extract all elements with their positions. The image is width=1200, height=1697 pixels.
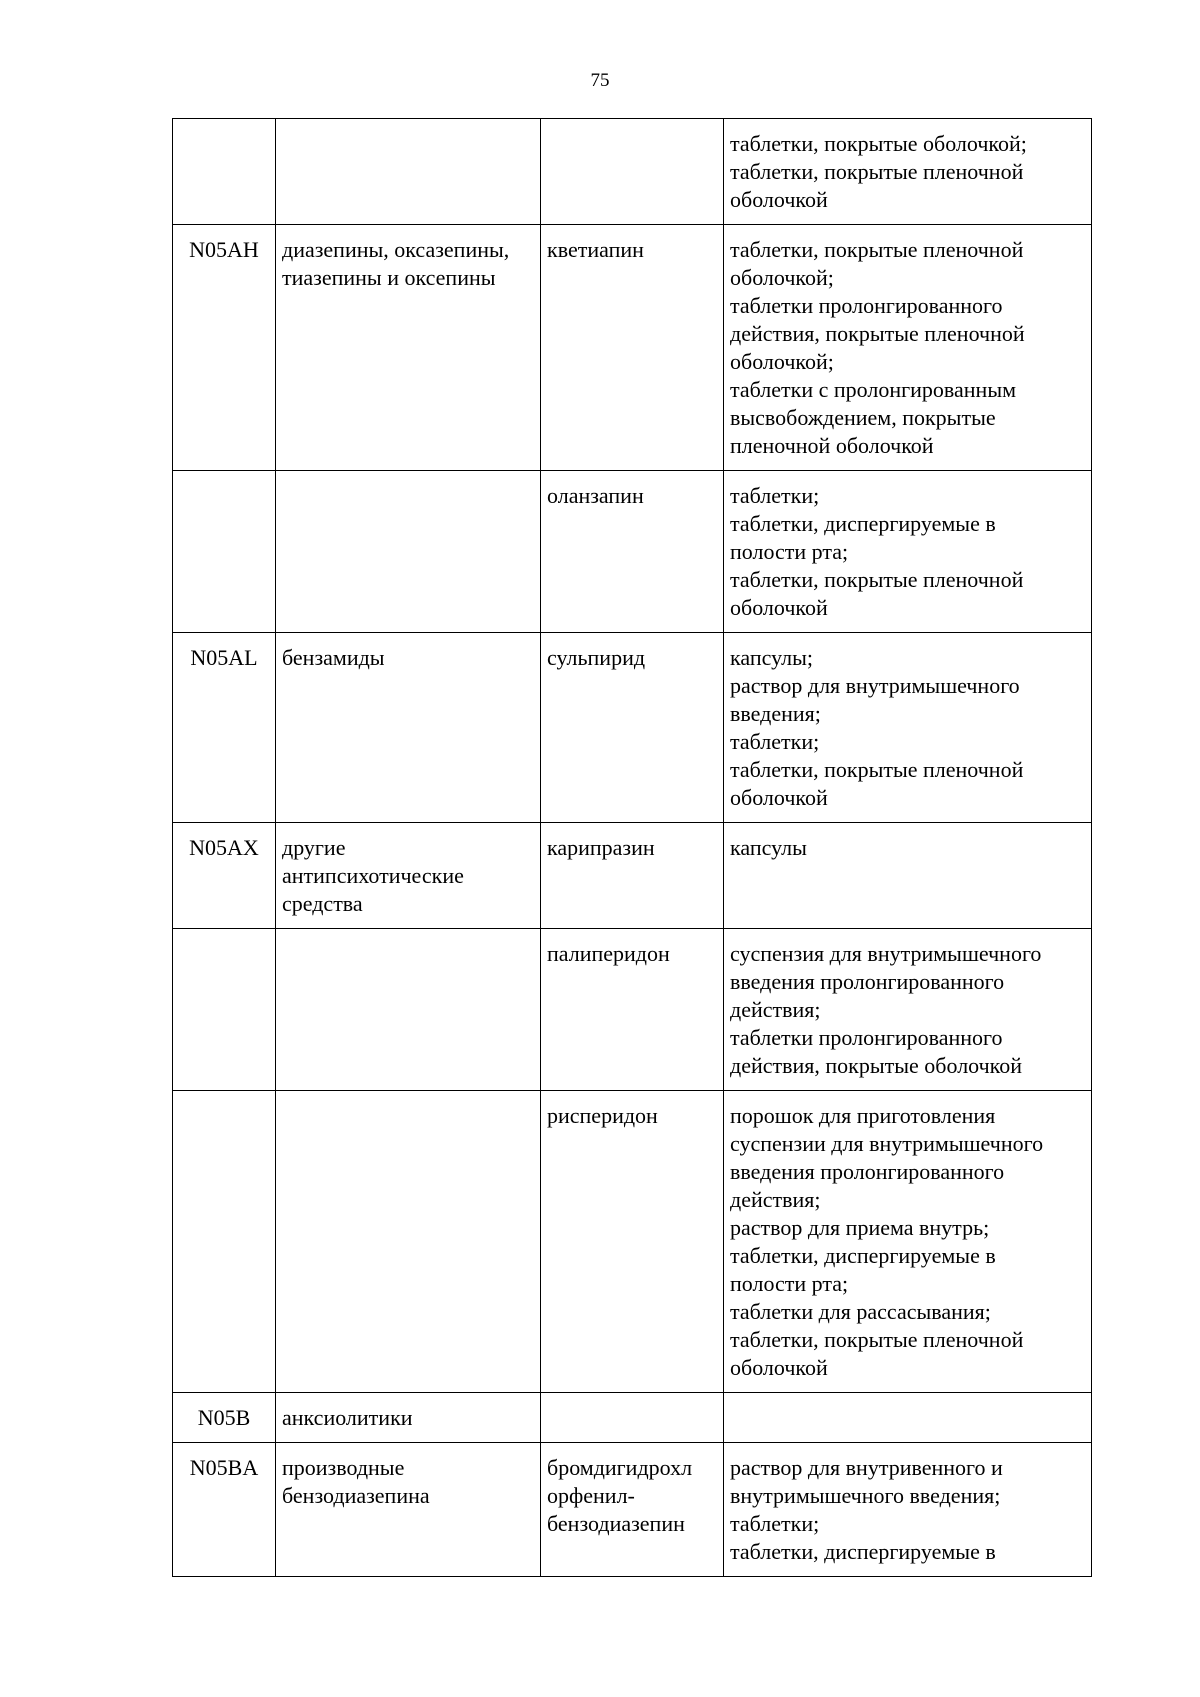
atc-code-cell [173,225,276,471]
dosage-form-line: полости рта; [730,1271,849,1296]
drug-name-line: кветиапин [547,237,644,262]
group-cell [276,225,541,471]
dosage-form-line: таблетки, покрытые пленочной [730,1327,1024,1352]
drug-cell [541,633,724,823]
dosage-form-line: таблетки, покрытые пленочной [730,757,1024,782]
atc-code-cell [173,471,276,633]
dosage-form-line: таблетки, покрытые оболочкой; [730,131,1027,156]
group-name-line: производные [282,1455,405,1480]
dosage-form-line: действия, покрытые пленочной [730,321,1025,346]
drug-cell [541,119,724,225]
drug-name-line: палиперидон [547,941,670,966]
dosage-form-line: полости рта; [730,539,849,564]
dosage-form-line: таблетки, диспергируемые в [730,1243,996,1268]
atc-code-cell [173,929,276,1091]
drug-name-line: орфенил- [547,1483,635,1508]
forms-cell [724,1443,1092,1577]
atc-code: N05AH [189,237,259,262]
group-name-line: диазепины, оксазепины, [282,237,510,262]
dosage-form-line: раствор для внутримышечного [730,673,1020,698]
dosage-form-line: таблетки пролонгированного [730,293,1003,318]
forms-cell [724,823,1092,929]
group-name-line: бензамиды [282,645,385,670]
drug-name-line: бромдигидрохл [547,1455,693,1480]
dosage-form-line: оболочкой [730,595,828,620]
forms-cell [724,1091,1092,1393]
dosage-form-line: раствор для приема внутрь; [730,1215,990,1240]
dosage-form-line: капсулы [730,835,807,860]
dosage-form-line: действия, покрытые оболочкой [730,1053,1023,1078]
atc-code-cell [173,1443,276,1577]
table-row [173,225,1092,471]
table-row [173,929,1092,1091]
dosage-form-line: таблетки, покрытые пленочной [730,159,1024,184]
group-cell [276,633,541,823]
dosage-form-line: введения пролонгированного [730,1159,1005,1184]
group-name-line: средства [282,891,363,916]
atc-code-cell [173,633,276,823]
dosage-form-line: таблетки с пролонгированным [730,377,1017,402]
group-cell [276,1443,541,1577]
medication-table [172,118,1092,1577]
drug-cell [541,225,724,471]
dosage-form-line: таблетки, покрытые пленочной [730,237,1024,262]
table-row [173,633,1092,823]
group-name-line: другие [282,835,346,860]
table-row [173,471,1092,633]
atc-code-cell [173,823,276,929]
dosage-form-line: таблетки, диспергируемые в [730,511,996,536]
dosage-form-line: раствор для внутривенного и [730,1455,1003,1480]
forms-cell [724,633,1092,823]
group-name-line: тиазепины и оксепины [282,265,496,290]
dosage-form-line: пленочной оболочкой [730,433,934,458]
dosage-form-line: введения пролонгированного [730,969,1005,994]
dosage-form-line: внутримышечного введения; [730,1483,1001,1508]
atc-code: N05AL [190,645,258,670]
group-cell [276,1091,541,1393]
dosage-form-line: введения; [730,701,821,726]
drug-name-line: карипразин [547,835,655,860]
drug-cell [541,1393,724,1443]
drug-cell [541,471,724,633]
drug-name-line: рисперидон [547,1103,658,1128]
group-cell [276,929,541,1091]
dosage-form-line: высвобождением, покрытые [730,405,996,430]
dosage-form-line: оболочкой; [730,265,834,290]
atc-code-cell [173,1091,276,1393]
forms-cell [724,1393,1092,1443]
dosage-form-line: таблетки, покрытые пленочной [730,567,1024,592]
table-row [173,1443,1092,1577]
group-name-line: анксиолитики [282,1405,413,1430]
group-cell [276,823,541,929]
drug-cell [541,929,724,1091]
dosage-form-line: оболочкой [730,785,828,810]
dosage-form-line: суспензии для внутримышечного [730,1131,1044,1156]
atc-code: N05AX [189,835,259,860]
forms-cell [724,929,1092,1091]
drug-cell [541,1443,724,1577]
dosage-form-line: капсулы; [730,645,813,670]
group-name-line: антипсихотические [282,863,464,888]
dosage-form-line: таблетки, диспергируемые в [730,1539,996,1564]
forms-cell [724,119,1092,225]
drug-name-line: оланзапин [547,483,644,508]
drug-cell [541,1091,724,1393]
group-name-line: бензодиазепина [282,1483,430,1508]
dosage-form-line: оболочкой [730,187,828,212]
dosage-form-line: оболочкой [730,1355,828,1380]
dosage-form-line: таблетки пролонгированного [730,1025,1003,1050]
dosage-form-line: таблетки; [730,483,820,508]
dosage-form-line: таблетки для рассасывания; [730,1299,991,1324]
drug-name-line: бензодиазепин [547,1511,685,1536]
dosage-form-line: действия; [730,1187,821,1212]
group-cell [276,119,541,225]
forms-cell [724,471,1092,633]
table-row [173,1393,1092,1443]
dosage-form-line: порошок для приготовления [730,1103,996,1128]
table-row [173,119,1092,225]
forms-cell [724,225,1092,471]
atc-code: N05BA [189,1455,259,1480]
dosage-form-line: таблетки; [730,1511,820,1536]
drug-cell [541,823,724,929]
medication-table-body [173,119,1092,1577]
dosage-form-line: суспензия для внутримышечного [730,941,1042,966]
atc-code-cell [173,1393,276,1443]
page-number: 75 [590,70,610,91]
group-cell [276,471,541,633]
table-row [173,823,1092,929]
atc-code-cell [173,119,276,225]
group-cell [276,1393,541,1443]
atc-code: N05B [197,1405,251,1430]
dosage-form-line: действия; [730,997,821,1022]
table-row [173,1091,1092,1393]
dosage-form-line: таблетки; [730,729,820,754]
dosage-form-line: оболочкой; [730,349,834,374]
drug-name-line: сульпирид [547,645,646,670]
